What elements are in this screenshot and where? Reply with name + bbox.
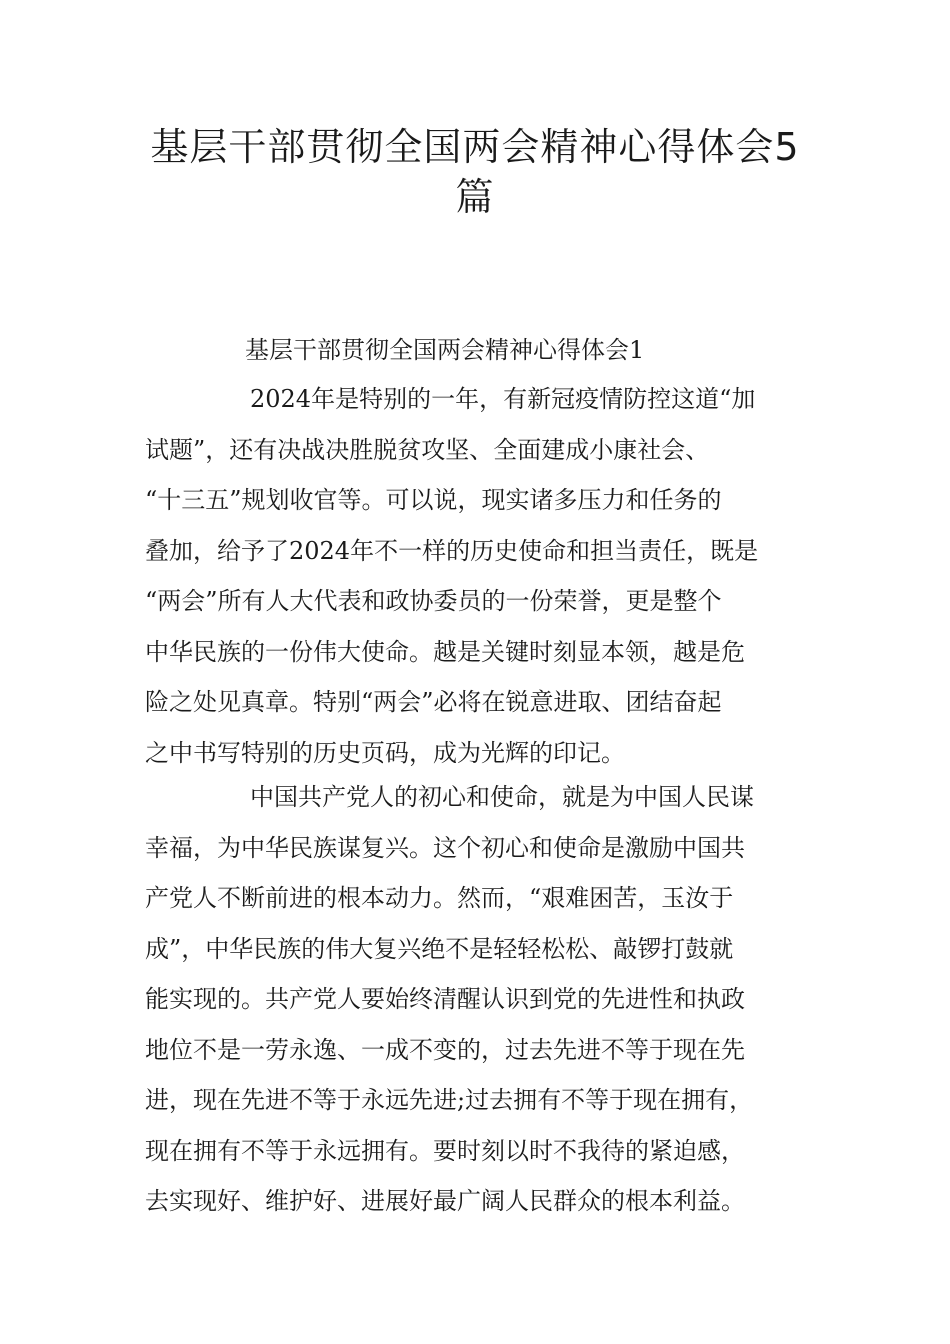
document-title xyxy=(120,122,830,222)
paragraph-line: 产党人不断前进的根本动力。然而，“艰难困苦，玉汝于 xyxy=(145,884,734,912)
paragraph-line: 试题”，还有决战决胜脱贫攻坚、全面建成小康社会、 xyxy=(145,435,710,464)
paragraph-line: 能实现的。共产党人要始终清醒认识到党的先进性和执政 xyxy=(145,985,745,1013)
paragraph-line: 进，现在先进不等于永远先进;过去拥有不等于现在拥有， xyxy=(145,1086,754,1114)
paragraph-line: “十三五”规划收官等。可以说，现实诸多压力和任务的 xyxy=(145,486,722,514)
paragraph-line: 成”，中华民族的伟大复兴绝不是轻轻松松、敲锣打鼓就 xyxy=(145,934,734,963)
paragraph-line: 2024年是特别的一年，有新冠疫情防控这道“加 xyxy=(250,385,756,413)
paragraph-line: 之中书写特别的历史页码，成为光辉的印记。 xyxy=(145,738,625,767)
paragraph-line: 险之处见真章。特别“两会”必将在锐意进取、团结奋起 xyxy=(145,688,722,716)
paragraph-line: 中华民族的一份伟大使命。越是关键时刻显本领，越是危 xyxy=(145,637,745,666)
paragraph-line: 中国共产党人的初心和使命，就是为中国人民谋 xyxy=(250,783,754,811)
paragraph-line: 现在拥有不等于永远拥有。要时刻以时不我待的紧迫感， xyxy=(145,1136,745,1165)
title-line-1: 基层干部贯彻全国两会精神心得体会5 xyxy=(150,125,800,169)
title-line-2: 篇 xyxy=(455,175,495,219)
paragraph-line: 地位不是一劳永逸、一成不变的，过去先进不等于现在先 xyxy=(145,1035,745,1064)
section-heading: 基层干部贯彻全国两会精神心得体会1 xyxy=(245,336,645,364)
paragraph-2 xyxy=(145,772,813,1227)
paragraph-1 xyxy=(145,374,813,778)
paragraph-line: “两会”所有人大代表和政协委员的一份荣誉，更是整个 xyxy=(145,587,722,615)
paragraph-line: 去实现好、维护好、进展好最广阔人民群众的根本利益。 xyxy=(145,1187,745,1215)
paragraph-line: 叠加，给予了2024年不一样的历史使命和担当责任，既是 xyxy=(145,536,759,565)
paragraph-line: 幸福，为中华民族谋复兴。这个初心和使命是激励中国共 xyxy=(145,833,745,862)
